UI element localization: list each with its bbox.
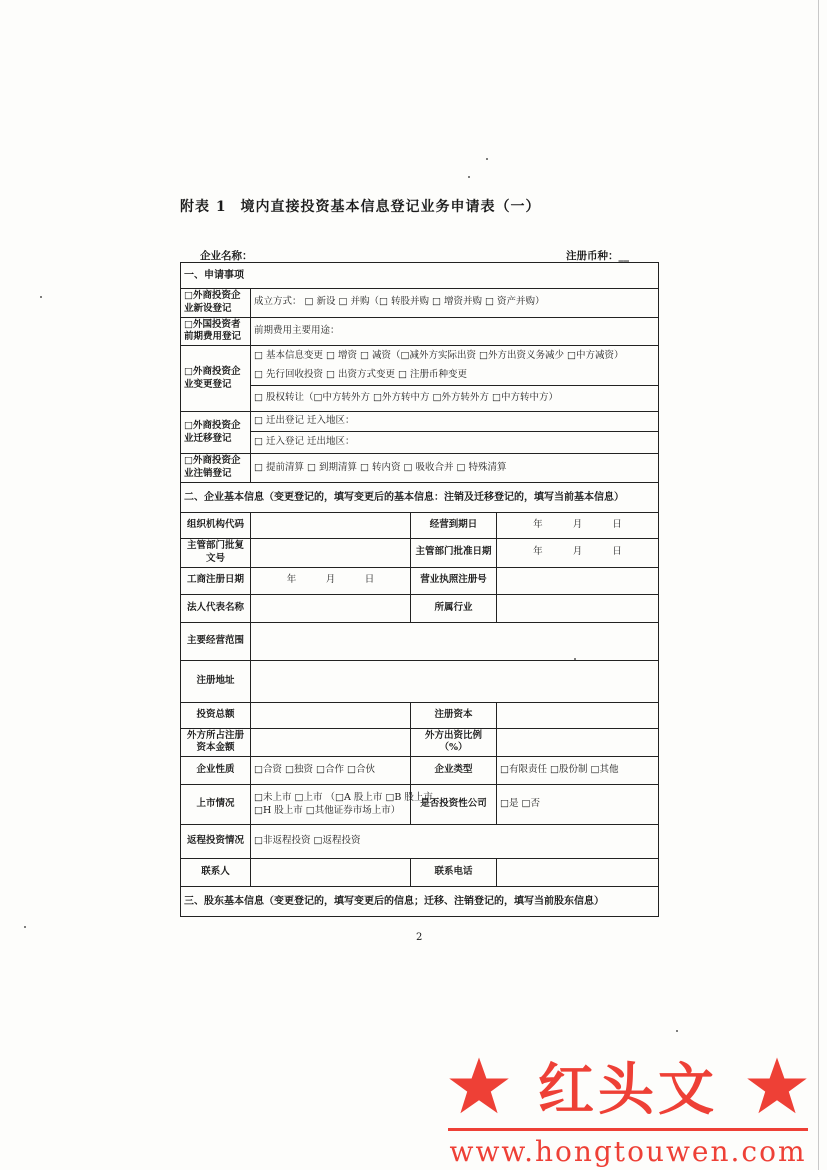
license-no-label: 营业执照注册号 bbox=[411, 567, 497, 594]
info-row bbox=[181, 785, 659, 825]
info-row bbox=[181, 512, 659, 538]
approval-date-label: 主管部门批准日期 bbox=[411, 538, 497, 567]
apply-cancel-options[interactable]: □ 提前清算 □ 到期清算 □ 转内资 □ 吸收合并 □ 特殊清算 bbox=[251, 454, 659, 483]
title-lead: 附表 1 bbox=[180, 199, 227, 215]
section-2-header: 二、企业基本信息（变更登记的，填写变更后的基本信息：注销及迁移登记的，填写当前基本信息） bbox=[181, 482, 659, 512]
info-row bbox=[181, 825, 659, 859]
apply-change-line-1[interactable]: □ 基本信息变更 □ 增资 □ 减资（□减外方实际出资 □外方出资义务减少 □中方减资） bbox=[251, 346, 659, 366]
reg-capital-label: 注册资本 bbox=[411, 702, 497, 728]
form-title bbox=[180, 196, 640, 216]
license-no-field[interactable] bbox=[497, 567, 659, 594]
foreign-amount-label: 外方所占注册资本金额 bbox=[181, 728, 251, 757]
apply-pre-row bbox=[181, 317, 659, 346]
total-invest-field[interactable] bbox=[251, 702, 411, 728]
foreign-ratio-label: 外方出资比例（%） bbox=[411, 728, 497, 757]
info-row bbox=[181, 660, 659, 702]
section-row bbox=[181, 482, 659, 512]
phone-field[interactable] bbox=[497, 859, 659, 887]
nature-options[interactable]: □合资 □独资 □合作 □合伙 bbox=[251, 757, 411, 785]
scan-speck bbox=[486, 158, 488, 160]
apply-new-row bbox=[181, 289, 659, 318]
scan-speck bbox=[40, 296, 42, 298]
apply-change-row bbox=[181, 346, 659, 366]
foreign-ratio-field[interactable] bbox=[497, 728, 659, 757]
apply-change-row bbox=[181, 366, 659, 386]
info-row bbox=[181, 538, 659, 567]
listing-label: 上市情况 bbox=[181, 785, 251, 825]
watermark bbox=[448, 1046, 808, 1168]
star-icon bbox=[448, 1055, 510, 1117]
watermark-name: 红头文 bbox=[538, 1057, 718, 1123]
info-row bbox=[181, 622, 659, 660]
contact-label: 联系人 bbox=[181, 859, 251, 887]
round-trip-label: 返程投资情况 bbox=[181, 825, 251, 859]
foreign-amount-field[interactable] bbox=[251, 728, 411, 757]
org-code-label: 组织机构代码 bbox=[181, 512, 251, 538]
listing-options[interactable]: □未上市 □上市 （□A 股上市 □B 股上市 □H 股上市 □其他证券市场上市） bbox=[251, 785, 411, 825]
info-row bbox=[181, 702, 659, 728]
register-date-label: 工商注册日期 bbox=[181, 567, 251, 594]
nature-label: 企业性质 bbox=[181, 757, 251, 785]
apply-pre-field[interactable]: 前期费用主要用途： bbox=[251, 317, 659, 346]
star-icon bbox=[746, 1055, 808, 1117]
legal-rep-field[interactable] bbox=[251, 594, 411, 622]
address-label: 注册地址 bbox=[181, 660, 251, 702]
total-invest-label: 投资总额 bbox=[181, 702, 251, 728]
apply-new-label: □外商投资企业新设登记 bbox=[181, 289, 251, 318]
info-row bbox=[181, 757, 659, 785]
approval-no-label: 主管部门批复文号 bbox=[181, 538, 251, 567]
register-date-field[interactable]: 年 月 日 bbox=[251, 567, 411, 594]
apply-change-row bbox=[181, 386, 659, 412]
apply-cancel-label: □外商投资企业注销登记 bbox=[181, 454, 251, 483]
contact-field[interactable] bbox=[251, 859, 411, 887]
apply-migrate-label: □外商投资企业迁移登记 bbox=[181, 412, 251, 454]
scan-speck bbox=[24, 926, 26, 928]
company-name-label: 企业名称： bbox=[200, 250, 253, 262]
section-row bbox=[181, 263, 659, 289]
apply-migrate-row bbox=[181, 412, 659, 432]
approval-no-field[interactable] bbox=[251, 538, 411, 567]
info-row bbox=[181, 728, 659, 757]
phone-label: 联系电话 bbox=[411, 859, 497, 887]
page-number: 2 bbox=[416, 932, 423, 943]
business-end-field[interactable]: 年 月 日 bbox=[497, 512, 659, 538]
apply-new-options[interactable]: 成立方式： □ 新设 □ 并购（□ 转股并购 □ 增资并购 □ 资产并购） bbox=[251, 289, 659, 318]
application-form-table bbox=[180, 262, 659, 917]
info-row bbox=[181, 567, 659, 594]
section-1-header: 一、申请事项 bbox=[181, 263, 659, 289]
address-field[interactable] bbox=[251, 660, 659, 702]
apply-migrate-in[interactable]: □ 迁入登记 迁出地区： bbox=[251, 432, 659, 454]
watermark-rule bbox=[448, 1128, 808, 1131]
page-edge-line bbox=[818, 0, 819, 1170]
apply-migrate-out[interactable]: □ 迁出登记 迁入地区： bbox=[251, 412, 659, 432]
holding-label: 是否投资性公司 bbox=[411, 785, 497, 825]
apply-pre-label: □外国投资者前期费用登记 bbox=[181, 317, 251, 346]
section-3-header: 三、股东基本信息（变更登记的，填写变更后的信息；迁移、注销登记的，填写当前股东信息） bbox=[181, 887, 659, 917]
holding-options[interactable]: □是 □否 bbox=[497, 785, 659, 825]
round-trip-options[interactable]: □非返程投资 □返程投资 bbox=[251, 825, 659, 859]
section-row bbox=[181, 887, 659, 917]
apply-cancel-row bbox=[181, 454, 659, 483]
business-end-label: 经营到期日 bbox=[411, 512, 497, 538]
title-text: 境内直接投资基本信息登记业务申请表（一） bbox=[240, 199, 541, 215]
watermark-url: www.hongtouwen.com bbox=[449, 1135, 807, 1168]
apply-change-line-2[interactable]: □ 先行回收投资 □ 出资方式变更 □ 注册币种变更 bbox=[251, 366, 659, 386]
apply-change-label: □外商投资企业变更登记 bbox=[181, 346, 251, 412]
legal-rep-label: 法人代表名称 bbox=[181, 594, 251, 622]
scope-label: 主要经营范围 bbox=[181, 622, 251, 660]
type-options[interactable]: □有限责任 □股份制 □其他 bbox=[497, 757, 659, 785]
scan-speck bbox=[468, 176, 470, 178]
apply-migrate-row bbox=[181, 432, 659, 454]
type-label: 企业类型 bbox=[411, 757, 497, 785]
org-code-field[interactable] bbox=[251, 512, 411, 538]
approval-date-field[interactable]: 年 月 日 bbox=[497, 538, 659, 567]
industry-field[interactable] bbox=[497, 594, 659, 622]
scope-field[interactable] bbox=[251, 622, 659, 660]
info-row bbox=[181, 594, 659, 622]
info-row bbox=[181, 859, 659, 887]
reg-capital-field[interactable] bbox=[497, 702, 659, 728]
scan-speck bbox=[676, 1030, 678, 1032]
scan-speck bbox=[574, 658, 576, 660]
currency-label: 注册币种：__ bbox=[566, 250, 629, 262]
apply-change-line-3[interactable]: □ 股权转让（□中方转外方 □外方转中方 □外方转外方 □中方转中方） bbox=[251, 386, 659, 412]
industry-label: 所属行业 bbox=[411, 594, 497, 622]
